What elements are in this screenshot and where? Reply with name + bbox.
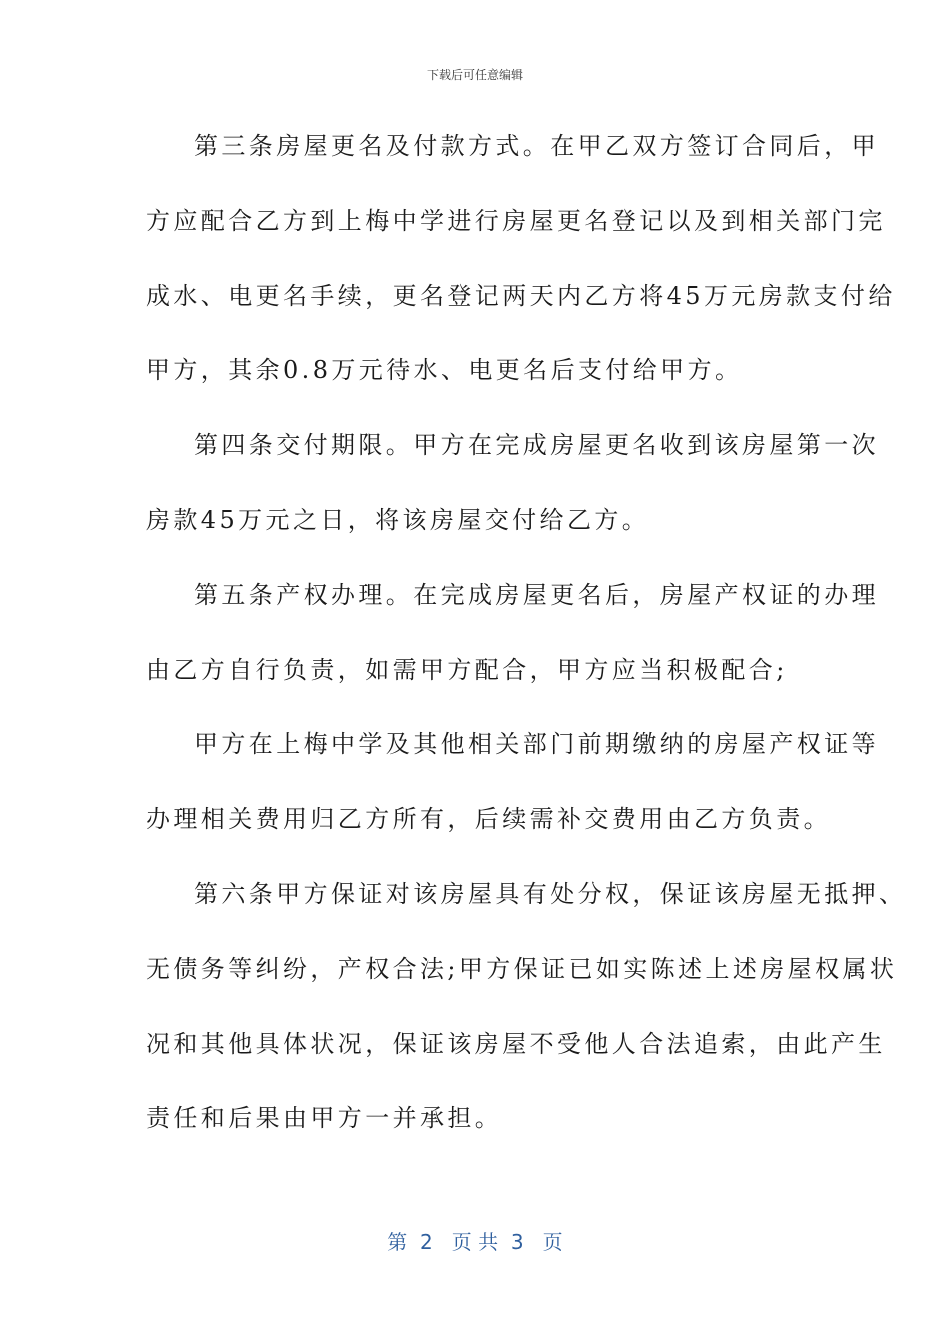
page-number-footer: 第 2 页 共 3 页 <box>387 1230 563 1254</box>
text-line: 第五条产权办理。在完成房屋更名后，房屋产权证的办理 <box>194 580 879 609</box>
text-line: 无债务等纠纷，产权合法;甲方保证已如实陈述上述房屋权属状 <box>146 954 898 983</box>
text-line: 责任和后果由甲方一并承担。 <box>146 1104 503 1133</box>
text-line: 成水、电更名手续，更名登记两天内乙方将45万元房款支付给 <box>146 281 896 310</box>
text-line: 房款45万元之日，将该房屋交付给乙方。 <box>146 505 650 534</box>
text-line: 甲方，其余0.8万元待水、电更名后支付给甲方。 <box>146 356 743 385</box>
text-line: 方应配合乙方到上梅中学进行房屋更名登记以及到相关部门完 <box>146 206 886 235</box>
text-line: 第四条交付期限。甲方在完成房屋更名收到该房屋第一次 <box>194 431 879 460</box>
page-header-note: 下载后可任意编辑 <box>426 68 523 82</box>
text-line: 甲方在上梅中学及其他相关部门前期缴纳的房屋产权证等 <box>194 730 879 759</box>
text-line: 第三条房屋更名及付款方式。在甲乙双方签订合同后，甲 <box>194 132 879 160</box>
text-line: 办理相关费用归乙方所有，后续需补交费用由乙方负责。 <box>146 805 831 834</box>
text-line: 由乙方自行负责，如需甲方配合，甲方应当积极配合; <box>146 655 788 684</box>
text-line: 第六条甲方保证对该房屋具有处分权，保证该房屋无抵押、 <box>194 879 907 908</box>
document-body <box>146 118 907 1165</box>
text-line: 况和其他具体状况，保证该房屋不受他人合法追索，由此产生 <box>146 1029 886 1058</box>
